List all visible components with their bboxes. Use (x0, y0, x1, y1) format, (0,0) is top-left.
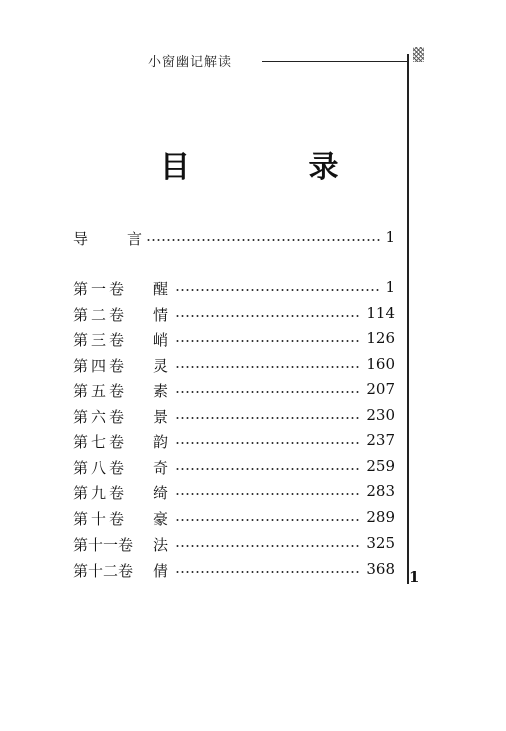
toc-entry[interactable] (73, 380, 403, 402)
toc-page-number: 160 (366, 355, 395, 373)
corner-ornament (413, 47, 424, 62)
toc-page-number: 126 (366, 329, 395, 347)
leader-dots (175, 493, 359, 495)
page-folio: 1 (409, 568, 420, 586)
toc-page-number: 368 (366, 560, 395, 578)
toc-entry[interactable] (73, 329, 403, 351)
toc-entry-label: 第十一卷 (73, 536, 134, 554)
leader-dots (175, 519, 359, 521)
toc-entry[interactable] (73, 457, 403, 479)
toc-page-number: 1 (385, 228, 395, 246)
header-rule (262, 61, 408, 62)
toc-entry-label: 导 言 (73, 230, 146, 248)
toc-entry-label: 第四卷 (73, 357, 128, 375)
toc-entry-label: 第十卷 (73, 510, 128, 528)
toc-entry-label: 第八卷 (73, 459, 128, 477)
toc-entry-key: 豪 (153, 510, 169, 528)
toc-entry-key: 韵 (153, 433, 169, 451)
toc-entry-key: 绮 (153, 484, 169, 502)
leader-dots (175, 571, 359, 573)
leader-dots (175, 366, 359, 368)
leader-dots (146, 239, 381, 241)
toc-page-number: 289 (366, 508, 395, 526)
toc-entry-key: 灵 (153, 357, 169, 375)
toc-page-number: 1 (385, 278, 395, 296)
toc-entry[interactable] (73, 406, 403, 428)
toc-entry[interactable] (73, 355, 403, 377)
toc-entry-key: 素 (153, 382, 169, 400)
toc-entry[interactable] (73, 560, 403, 582)
toc-entry-label: 第五卷 (73, 382, 128, 400)
toc-entry-label: 第九卷 (73, 484, 128, 502)
leader-dots (175, 391, 359, 393)
toc-page-number: 207 (366, 380, 395, 398)
toc-entry-label: 第十二卷 (73, 562, 134, 580)
leader-dots (175, 468, 359, 470)
toc-page-number: 325 (366, 534, 395, 552)
toc-entry[interactable] (73, 431, 403, 453)
toc-entry[interactable] (73, 278, 403, 300)
toc-entry-label: 第七卷 (73, 433, 128, 451)
leader-dots (175, 289, 381, 291)
toc-entry[interactable] (73, 482, 403, 504)
toc-page-number: 237 (366, 431, 395, 449)
running-header: 小窗幽记解读 (148, 55, 233, 70)
side-rule (407, 54, 409, 584)
toc-entry-label: 第三卷 (73, 331, 128, 349)
leader-dots (175, 417, 359, 419)
leader-dots (175, 340, 359, 342)
toc-entry-label: 第二卷 (73, 306, 128, 324)
toc-entry-key: 奇 (153, 459, 169, 477)
toc-entry-key: 景 (153, 408, 169, 426)
toc-page-number: 114 (366, 304, 395, 322)
toc-entry-key: 峭 (153, 331, 169, 349)
toc-page-number: 283 (366, 482, 395, 500)
toc-page-number: 230 (366, 406, 395, 424)
toc-entry-key: 情 (153, 306, 169, 324)
leader-dots (175, 315, 359, 317)
toc-entry-key: 法 (153, 536, 169, 554)
toc-entry-intro[interactable] (73, 228, 403, 250)
toc-entry[interactable] (73, 508, 403, 530)
toc-entry-key: 醒 (153, 280, 169, 298)
toc-page-number: 259 (366, 457, 395, 475)
leader-dots (175, 545, 359, 547)
toc-entry[interactable] (73, 534, 403, 556)
toc-entry-label: 第一卷 (73, 280, 128, 298)
toc-entry-key: 倩 (153, 562, 169, 580)
page-title: 目 录 (160, 150, 393, 185)
toc-entry-label: 第六卷 (73, 408, 128, 426)
leader-dots (175, 442, 359, 444)
toc-entry[interactable] (73, 304, 403, 326)
